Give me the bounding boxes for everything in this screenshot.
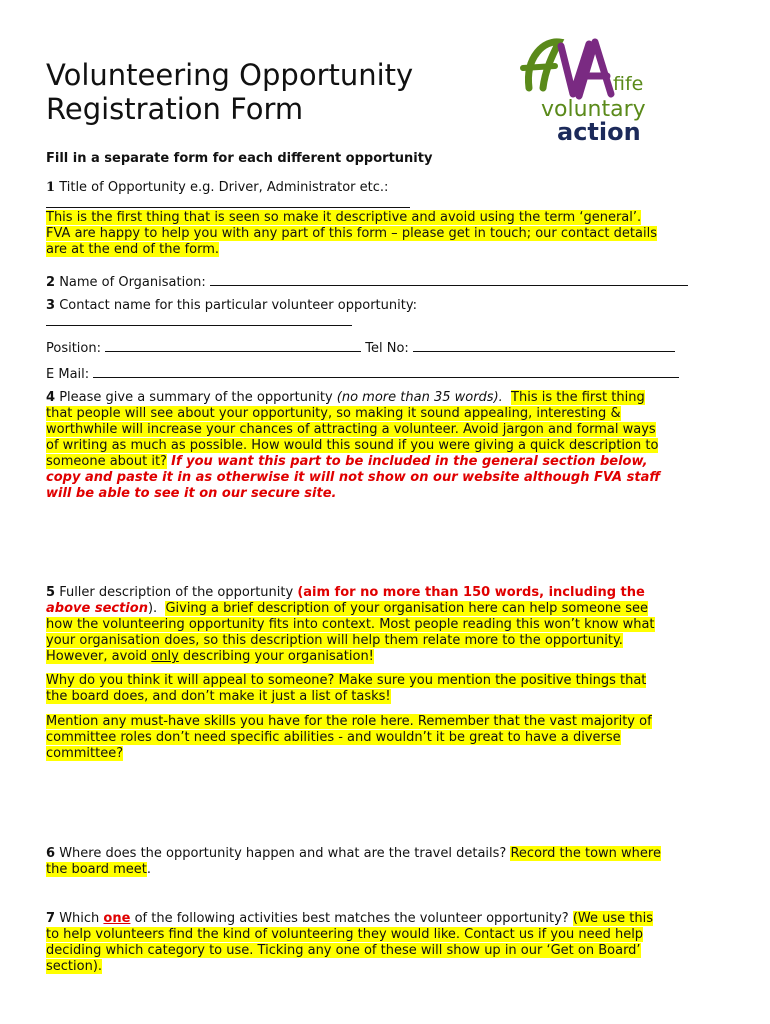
position-answer-line[interactable] — [105, 340, 361, 352]
email-answer-line[interactable] — [93, 366, 679, 378]
q1-note: This is the first thing that is seen so make it descriptive and avoid using the term ‘general’. FVA are happy to help you with any part of this form – please get in touch; our contact details are at the end of the form. — [46, 210, 657, 257]
q3-answer-line[interactable] — [46, 314, 352, 326]
email-row — [46, 366, 726, 383]
q4-summary: 4 Please give a summary of the opportunity (no more than 35 words). This is the first thing that people will see about your opportunity, so making it sound appealing, interesting & worthwhile will increase your chances of attracting a volunteer. Avoid jargon and formal ways of writing as much as possible. How would this sound if you were giving a quick description to someone about it? If you want this part to be included in the general section below, copy and paste it in as otherwise it will not show on our website although FVA staff will be able to see it on our secure site. — [46, 390, 661, 501]
page-title: Volunteering Opportunity Registration Form — [46, 58, 414, 126]
q6-location: 6 Where does the opportunity happen and what are the travel details? Record the town where the board meet. — [46, 846, 661, 877]
q2-answer-line[interactable] — [210, 274, 688, 286]
q1-answer-line[interactable] — [46, 196, 410, 208]
logo-word-action: action — [557, 118, 641, 144]
tel-answer-line[interactable] — [413, 340, 675, 352]
intro-text: Fill in a separate form for each different opportunity — [46, 151, 433, 166]
logo-word-fife: fife — [613, 73, 644, 95]
q5-description: 5 Fuller description of the opportunity (aim for no more than 150 words, including the above section). Giving a brief description of your organisation here can help someone see how the volunteering opportunity fits into context. Most people reading this won’t know what your organisation does, so this description will help them relate more to the opportunity. However, avoid only describing your organisation! — [46, 585, 655, 664]
q3-contact-field: 3 Contact name for this particular volunteer opportunity: — [46, 298, 726, 331]
q1-title-field: 1 Title of Opportunity e.g. Driver, Administrator etc.: — [46, 180, 726, 213]
logo-word-voluntary: voluntary — [541, 97, 646, 122]
fva-logo — [515, 36, 675, 144]
q7-activity: 7 Which one of the following activities best matches the volunteer opportunity? (We use this to help volunteers find the kind of volunteering they would like. Contact us if you need help deciding which category to use. Ticking any one of these will show up in our ‘Get on Board’ section). — [46, 911, 654, 974]
email-label: E Mail: — [46, 367, 90, 382]
position-label: Position: — [46, 341, 101, 356]
position-tel-row — [46, 340, 726, 357]
q5-appeal-note: Why do you think it will appeal to someone? Make sure you mention the positive things that the board does, and don’t make it just a list of tasks! — [46, 673, 647, 704]
q5-skills-note: Mention any must-have skills you have for the role here. Remember that the vast majority of committee roles don’t need specific abilities - and wouldn’t it be great to have a diverse committee? — [46, 714, 652, 761]
q2-organisation-field: 2 Name of Organisation: — [46, 274, 726, 291]
tel-label: Tel No: — [365, 341, 409, 356]
